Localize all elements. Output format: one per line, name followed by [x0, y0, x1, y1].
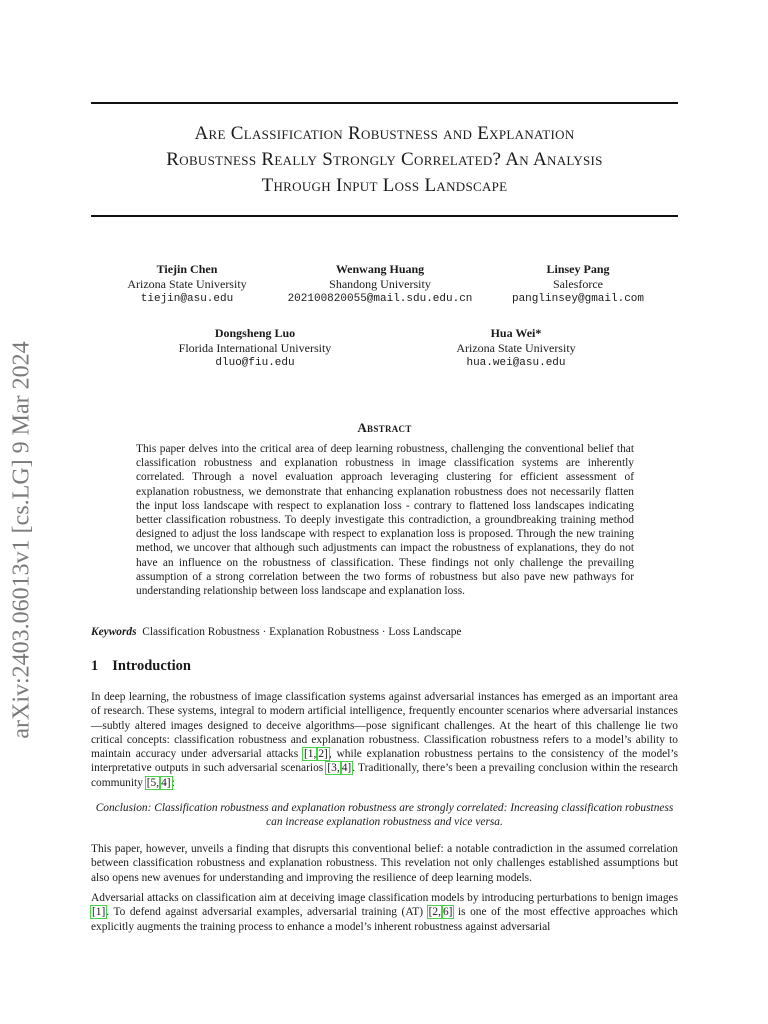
citation-link[interactable]: [1]	[92, 906, 106, 919]
author-email[interactable]: tiejin@asu.edu	[140, 293, 234, 305]
author-block	[430, 326, 602, 371]
paragraph-text: is one of the most effective approaches which explicitly augments the training process to enhance a model’s inherent robustness against adversarial	[91, 906, 679, 933]
keywords-label: Keywords	[91, 626, 137, 638]
citation-link[interactable]: 6]	[442, 906, 453, 919]
abstract-text: This paper delves into the critical area of deep learning robustness, challenging the conventional belief that classification robustness and explanation robustness in image classification systems are inherently correlated. Through a novel evaluation approach leveraging clustering for efficient assessment of explanation robustness, we demonstrate that enhancing explanation robustness does not necessarily flatten the input loss landscape with respect to explanation loss - contrary to flattened loss landscapes indicating better classification robustness. To deeply investigate this contradiction, a groundbreaking training method designed to adjust the loss landscape with respect to explanation loss is proposed. Through the new training method, we uncover that although such adjustments can impact the robustness of explanations, they do not have an influence on the robustness of classification. These findings not only challenge the prevailing assumption of a strong correlation between the two forms of robustness but also pave new pathways for understanding relationship between loss landscape and explanation loss.	[136, 443, 634, 598]
abstract-heading: Abstract	[357, 420, 412, 435]
citation-link[interactable]: [2,	[428, 906, 441, 919]
author-name: Wenwang Huang	[335, 262, 425, 276]
intro-paragraph-3	[91, 891, 678, 934]
citation-link[interactable]: 4]	[161, 776, 171, 789]
author-name: Linsey Pang	[546, 262, 610, 276]
author-affiliation: Florida International University	[178, 341, 332, 355]
arxiv-side-stamp	[2, 341, 42, 739]
paragraph-text: . Traditionally, there’s been a prevailing conclusion within the research community	[91, 762, 678, 789]
intro-paragraph-2: This paper, however, unveils a finding that disrupts this conventional belief: a notable contradiction in the assumed correlation between classification robustness and explanation robustness. This revelation not only challenges established assumptions but also opens new avenues for understanding and improving the resilience of deep learning models.	[91, 843, 678, 884]
citation-link[interactable]: 4]	[341, 762, 352, 775]
paragraph-text: :	[171, 776, 175, 789]
author-name: Dongsheng Luo	[214, 326, 296, 340]
author-name: Hua Wei*	[490, 326, 542, 340]
citation-link[interactable]: 2]	[318, 748, 328, 761]
author-block	[175, 326, 335, 371]
author-affiliation: Arizona State University	[456, 341, 576, 355]
keywords-line	[91, 625, 678, 639]
paper-title	[91, 121, 678, 199]
paragraph-text: . To defend against adversarial examples, adversarial training (AT)	[106, 906, 428, 919]
keywords-list: Classification Robustness · Explanation Robustness · Loss Landscape	[142, 626, 462, 638]
title-line-2: Robustness Really Strongly Correlated? An Analysis	[166, 149, 603, 170]
intro-paragraph-1	[91, 690, 678, 790]
author-block	[495, 262, 661, 307]
author-email[interactable]: hua.wei@asu.edu	[466, 357, 566, 369]
author-email[interactable]: dluo@fiu.edu	[215, 357, 295, 369]
citation-link[interactable]: [5,	[146, 776, 160, 789]
title-line-3: Through Input Loss Landscape	[261, 175, 508, 196]
paragraph-text: In deep learning, the robustness of image classification systems against adversarial instances has emerged as an important area of research. These systems, integral to modern artificial intelligence, frequently encounter scenarios where adversarial instances—subtly altered images designed to deceive algorithms—pose significant challenges. At the heart of this challenge lie two critical concepts: classification robustness and explanation robustness. Classification robustness refers to a model’s ability to maintain accuracy under adversarial attacks	[91, 691, 678, 761]
section-number: 1	[91, 658, 99, 674]
author-block	[107, 262, 267, 307]
arxiv-identifier: arXiv:2403.06013v1 [cs.LG] 9 Mar 2024	[8, 341, 35, 739]
section-heading	[91, 658, 191, 675]
author-email[interactable]: 202100820055@mail.sdu.edu.cn	[287, 293, 473, 305]
author-affiliation: Shandong University	[329, 277, 431, 291]
section-title: Introduction	[112, 658, 191, 674]
title-line-1: Are Classification Robustness and Explanation	[194, 123, 575, 144]
citation-link[interactable]: [3,	[327, 762, 340, 775]
author-block	[270, 262, 490, 307]
title-top-rule	[91, 102, 678, 104]
author-name: Tiejin Chen	[156, 262, 218, 276]
paragraph-text: Adversarial attacks on classification aim at deceiving image classification models by introducing perturbations to benign images	[91, 892, 678, 904]
author-affiliation: Salesforce	[553, 277, 603, 291]
citation-link[interactable]: [1,	[304, 748, 317, 761]
author-email[interactable]: panglinsey@gmail.com	[511, 293, 645, 305]
conclusion-statement: Conclusion: Classification robustness and explanation robustness are strongly correlated: Increasing classification robustness can increase explanation robustness and vice versa.	[95, 802, 674, 829]
title-bottom-rule	[91, 215, 678, 217]
paragraph-text: , while explanation robustness pertains to the consistency of the model’s interpretative outputs in such adversarial scenarios	[91, 748, 678, 775]
author-affiliation: Arizona State University	[127, 277, 247, 291]
